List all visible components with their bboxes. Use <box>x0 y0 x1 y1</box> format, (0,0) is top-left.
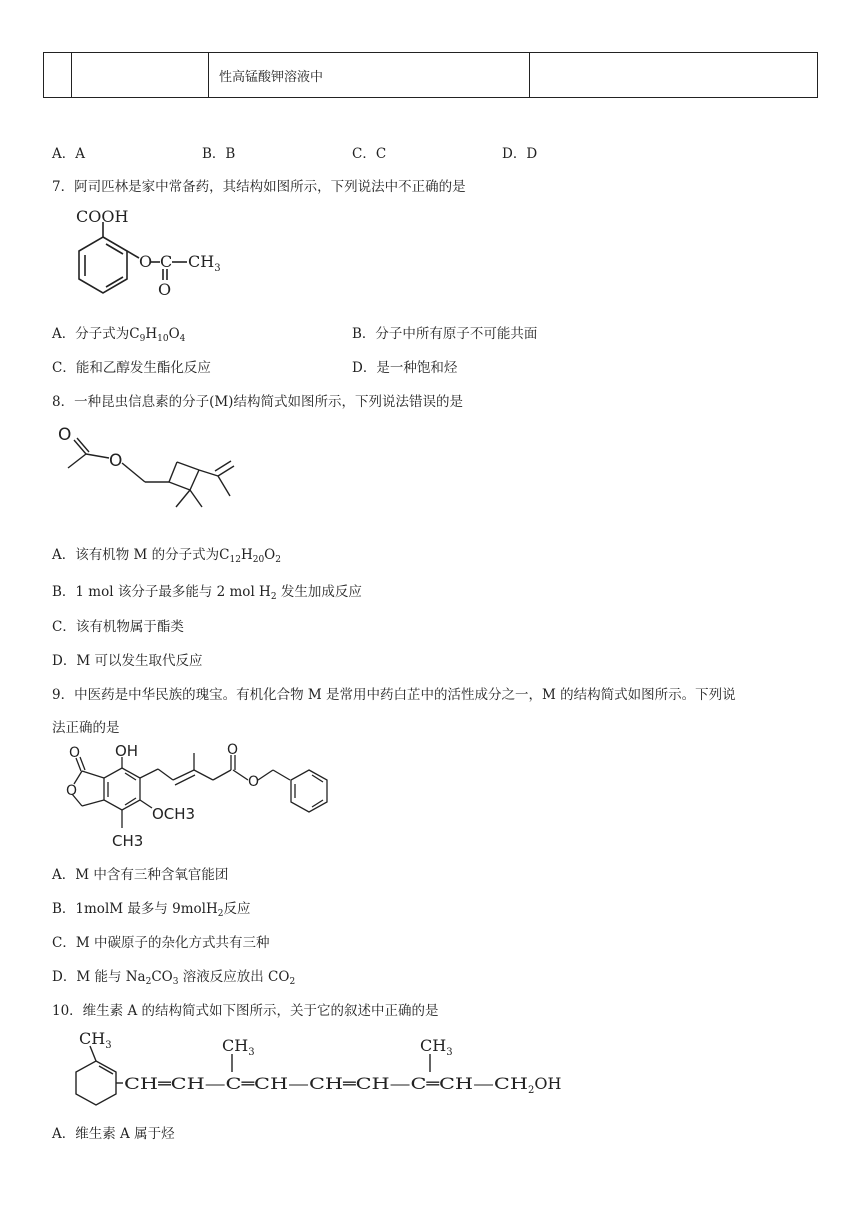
option-b: B．B <box>202 146 236 162</box>
ester-o-label: O <box>248 774 260 790</box>
lactone-o-label: O <box>66 783 78 799</box>
option-d: D．D <box>502 146 538 162</box>
table-cell-reagent: 性高锰酸钾溶液中 <box>209 53 530 98</box>
q8-option-c: C．该有机物属于酯类 <box>52 619 184 635</box>
q8-option-a: A．该有机物 M 的分子式为$C_{12}H_{20}O_2$ <box>52 547 281 565</box>
ch3-label: CH3 <box>112 832 144 850</box>
q7-option-a: A．分子式为$C_9H_{10}O_4$ <box>52 326 186 344</box>
option-a: A．A <box>52 146 85 162</box>
ester-carbonyl-o-label: O <box>227 742 239 758</box>
q7-option-b: B．分子中所有原子不可能共面 <box>352 326 538 342</box>
q10-stem: 10．维生素 A 的结构简式如下图所示，关于它的叙述中正确的是 <box>52 1003 439 1019</box>
ester-o-label: O <box>139 252 153 271</box>
q9-option-d: D．M 能与 $Na_2CO_3$ 溶液反应放出 $CO_2$ <box>52 969 296 987</box>
lactone-carbonyl-o-label: O <box>69 745 81 761</box>
q7-option-c: C．能和乙醇发生酯化反应 <box>52 360 211 376</box>
oh-label: OH <box>115 742 139 760</box>
vitamin-a-structure <box>48 1024 608 1110</box>
ring-ch3-label: $CH_3$ <box>79 1029 112 1051</box>
q8-option-b: B．1 mol 该分子最多能与 2 mol $H_2$ 发生加成反应 <box>52 584 362 602</box>
q9-stem-line2: 法正确的是 <box>52 720 120 736</box>
q6-options <box>52 142 652 162</box>
carbonyl-o-label: O <box>58 425 72 445</box>
q9-option-b: B．1molM 最多与 9molH$_2$反应 <box>52 901 251 919</box>
ch2oh-label: $_2$OH <box>528 1074 562 1096</box>
polyene-chain-label: CH═CH—C═CH—CH═CH—C═CH—CH <box>124 1074 529 1093</box>
table-cell <box>44 53 72 98</box>
option-c: C．C <box>352 146 387 162</box>
q7-option-d: D．是一种饱和烃 <box>352 360 458 376</box>
q9-option-c: C．M 中碳原子的杂化方式共有三种 <box>52 935 270 951</box>
pheromone-structure <box>52 418 252 518</box>
q10-option-a: A．维生素 A 属于烃 <box>52 1126 175 1142</box>
table-cell <box>530 53 818 98</box>
q9-option-a: A．M 中含有三种含氧官能团 <box>52 867 229 883</box>
compound-m-structure <box>52 742 342 854</box>
q7-stem: 7．阿司匹林是家中常备药，其结构如图所示，下列说法中不正确的是 <box>52 179 466 195</box>
cooh-label: COOH <box>76 207 129 226</box>
aspirin-structure <box>52 200 232 305</box>
q8-stem: 8．一种昆虫信息素的分子(M)结构简式如图所示，下列说法错误的是 <box>52 394 463 410</box>
ester-o-label: O <box>109 451 123 471</box>
answer-table <box>43 52 818 98</box>
carbonyl-c-label: C <box>160 252 173 271</box>
q9-stem-line1: 9．中医药是中华民族的瑰宝。有机化合物 M 是常用中药白芷中的活性成分之一，M 的结构简式如图所示。下列说 <box>52 687 736 703</box>
chain-ch3-label-2: $CH_3$ <box>420 1036 453 1058</box>
och3-label: OCH3 <box>152 805 196 823</box>
carbonyl-o-label: O <box>158 280 172 299</box>
chain-ch3-label-1: $CH_3$ <box>222 1036 255 1058</box>
table-cell <box>72 53 209 98</box>
q8-option-d: D．M 可以发生取代反应 <box>52 653 203 669</box>
ch3-label: $CH_3$ <box>188 252 221 274</box>
